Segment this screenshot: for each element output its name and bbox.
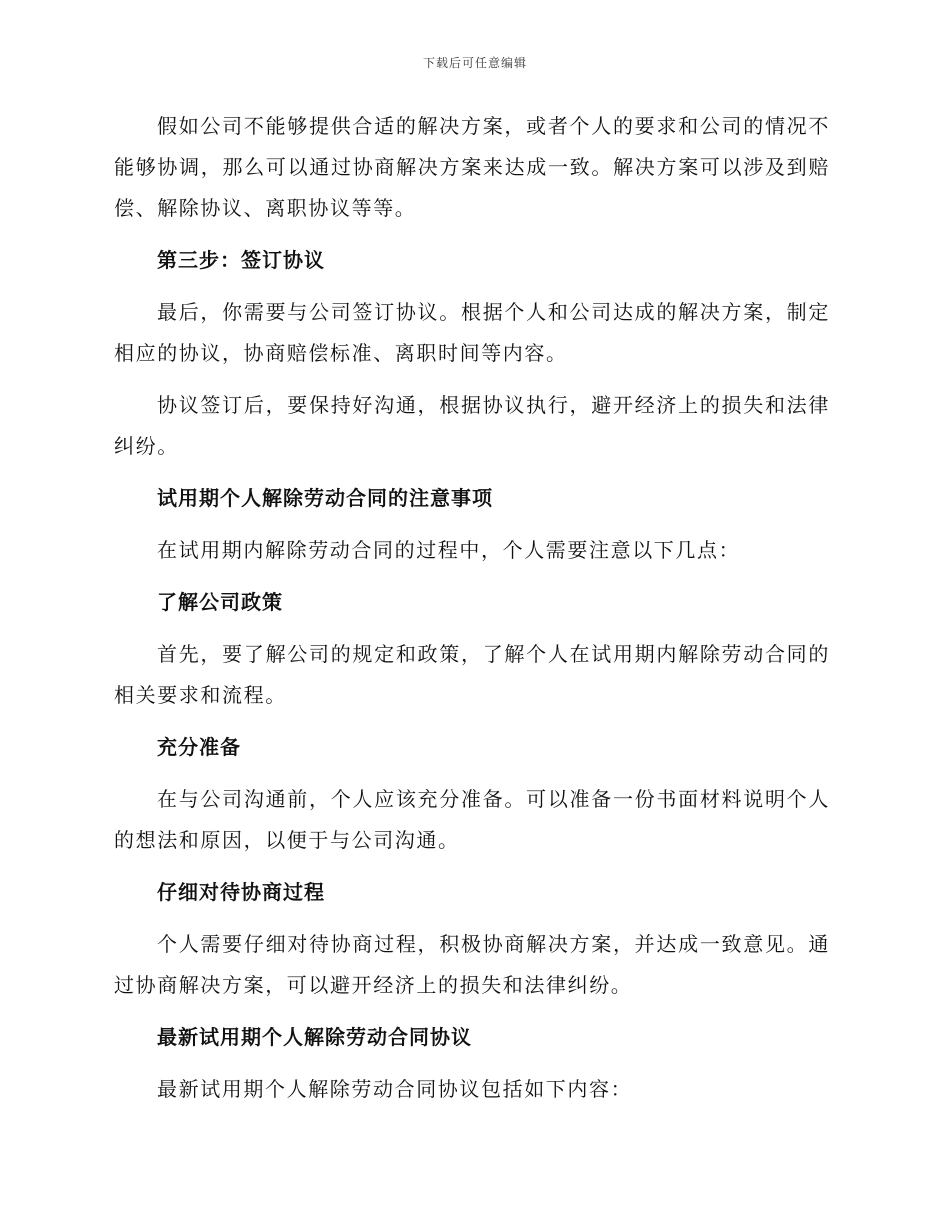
page-header: 下载后可任意编辑 bbox=[422, 56, 527, 70]
heading-company-policy: 了解公司政策 bbox=[157, 590, 283, 614]
heading-step-three: 第三步：签订协议 bbox=[157, 248, 325, 272]
paragraph-after-signing: 协议签订后，要保持好沟通，根据协议执行，避开经济上的损失和法律纠纷。 bbox=[114, 393, 830, 458]
heading-negotiation: 仔细对待协商过程 bbox=[157, 880, 325, 904]
heading-preparation: 充分准备 bbox=[157, 735, 241, 759]
heading-latest-agreement: 最新试用期个人解除劳动合同协议 bbox=[157, 1025, 472, 1049]
paragraph-sign-agreement: 最后，你需要与公司签订协议。根据个人和公司达成的解决方案，制定相应的协议，协商赔偿标准、离职时间等内容。 bbox=[114, 300, 830, 365]
paragraph-preparation: 在与公司沟通前，个人应该充分准备。可以准备一份书面材料说明个人的想法和原因，以便于与公司沟通。 bbox=[114, 787, 830, 852]
document-body bbox=[114, 106, 830, 1110]
paragraph-resolution: 假如公司不能够提供合适的解决方案，或者个人的要求和公司的情况不能够协调，那么可以通过协商解决方案来达成一致。解决方案可以涉及到赔偿、解除协议、离职协议等等。 bbox=[114, 114, 830, 220]
paragraph-precautions-intro: 在试用期内解除劳动合同的过程中，个人需要注意以下几点： bbox=[157, 538, 741, 562]
paragraph-company-policy: 首先，要了解公司的规定和政策，了解个人在试用期内解除劳动合同的相关要求和流程。 bbox=[114, 642, 830, 707]
paragraph-negotiation: 个人需要仔细对待协商过程，积极协商解决方案，并达成一致意见。通过协商解决方案，可以避开经济上的损失和法律纠纷。 bbox=[114, 932, 830, 997]
paragraph-latest-agreement: 最新试用期个人解除劳动合同协议包括如下内容： bbox=[157, 1077, 633, 1101]
heading-precautions: 试用期个人解除劳动合同的注意事项 bbox=[157, 486, 493, 510]
